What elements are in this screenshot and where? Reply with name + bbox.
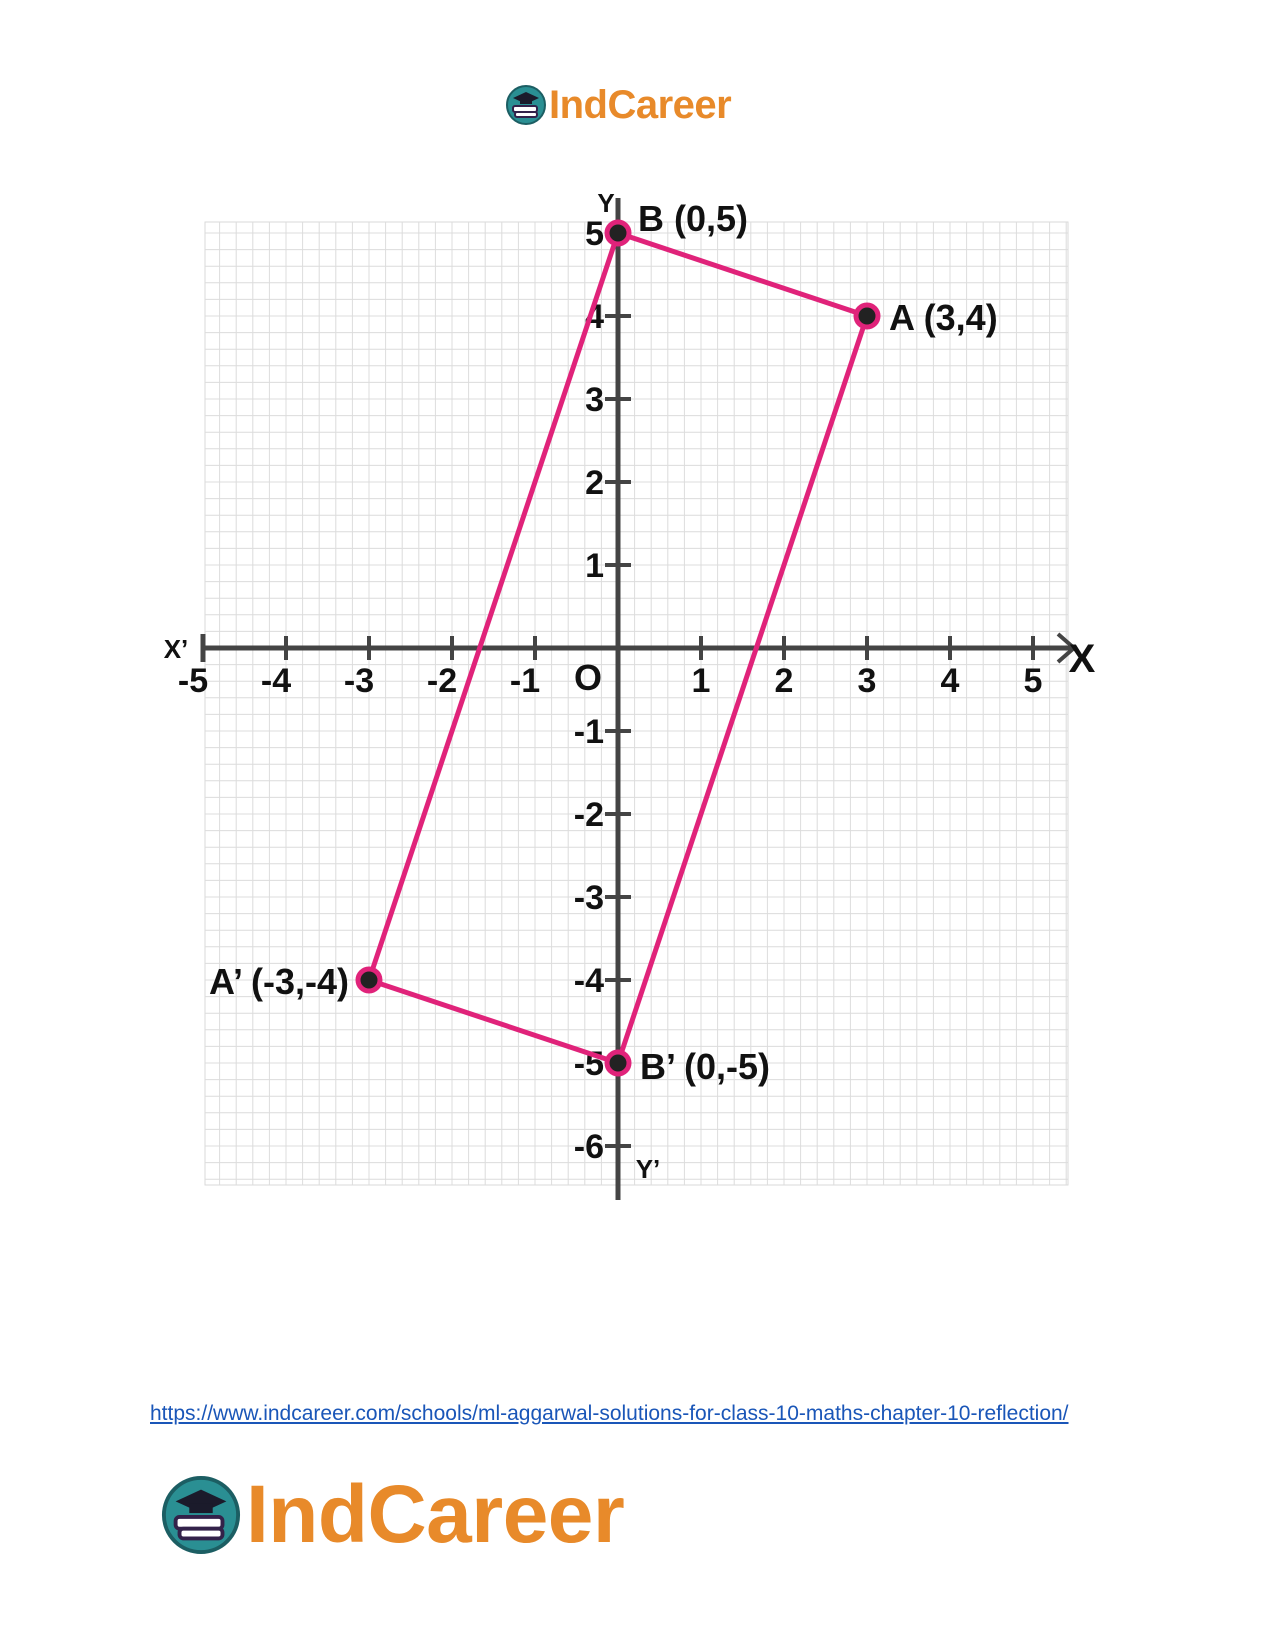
grid (205, 222, 1068, 1185)
y-tick-label: -5 (573, 1045, 604, 1083)
y-tick-label: 2 (585, 464, 604, 502)
x-axis-name: X (1068, 637, 1096, 681)
origin-label: O (573, 657, 603, 698)
x-neg-axis-name: X’ (163, 634, 189, 664)
graduation-book-globe-icon (160, 1474, 242, 1556)
x-tick-label: 1 (691, 662, 711, 700)
source-url-link[interactable]: https://www.indcareer.com/schools/ml-aggarwal-solutions-for-class-10-maths-chapter-10-reflection/ (150, 1402, 1069, 1425)
x-tick-label: -2 (426, 662, 458, 700)
x-tick-label: 4 (940, 662, 960, 700)
x-tick-label: -4 (260, 662, 292, 700)
x-tick-label: -1 (509, 662, 541, 700)
brand-name: IndCareer (549, 82, 732, 127)
y-tick-label: -1 (573, 713, 604, 751)
brand-name: IndCareer (246, 1469, 625, 1560)
point-marker (607, 1052, 629, 1074)
y-tick-label: -4 (573, 962, 604, 1000)
y-neg-axis-name: Y’ (635, 1154, 661, 1184)
x-tick-label: 2 (774, 662, 794, 700)
y-tick-label: 4 (585, 298, 604, 336)
point-label: B’ (0,-5) (640, 1046, 771, 1087)
y-tick-label: 1 (585, 547, 604, 585)
point-label: A (3,4) (889, 297, 998, 338)
y-tick-label: -2 (573, 796, 604, 834)
point-marker (607, 222, 629, 244)
y-axis-name: Y (597, 188, 615, 218)
x-tick-label: -3 (343, 662, 375, 700)
point-marker (856, 305, 878, 327)
y-tick-label: -6 (573, 1128, 604, 1166)
point-label: A’ (-3,-4) (208, 961, 349, 1002)
y-tick-label: -3 (573, 879, 604, 917)
footer-logo (160, 1470, 624, 1560)
x-tick-label: 3 (857, 662, 877, 700)
point-marker (358, 969, 380, 991)
y-tick-label: 3 (585, 381, 604, 419)
grid-frame (205, 222, 1068, 1185)
x-tick-label: 5 (1023, 662, 1043, 700)
point-label: B (0,5) (638, 198, 749, 239)
y-tick-label: 5 (585, 215, 604, 253)
x-tick-label: -5 (177, 662, 209, 700)
